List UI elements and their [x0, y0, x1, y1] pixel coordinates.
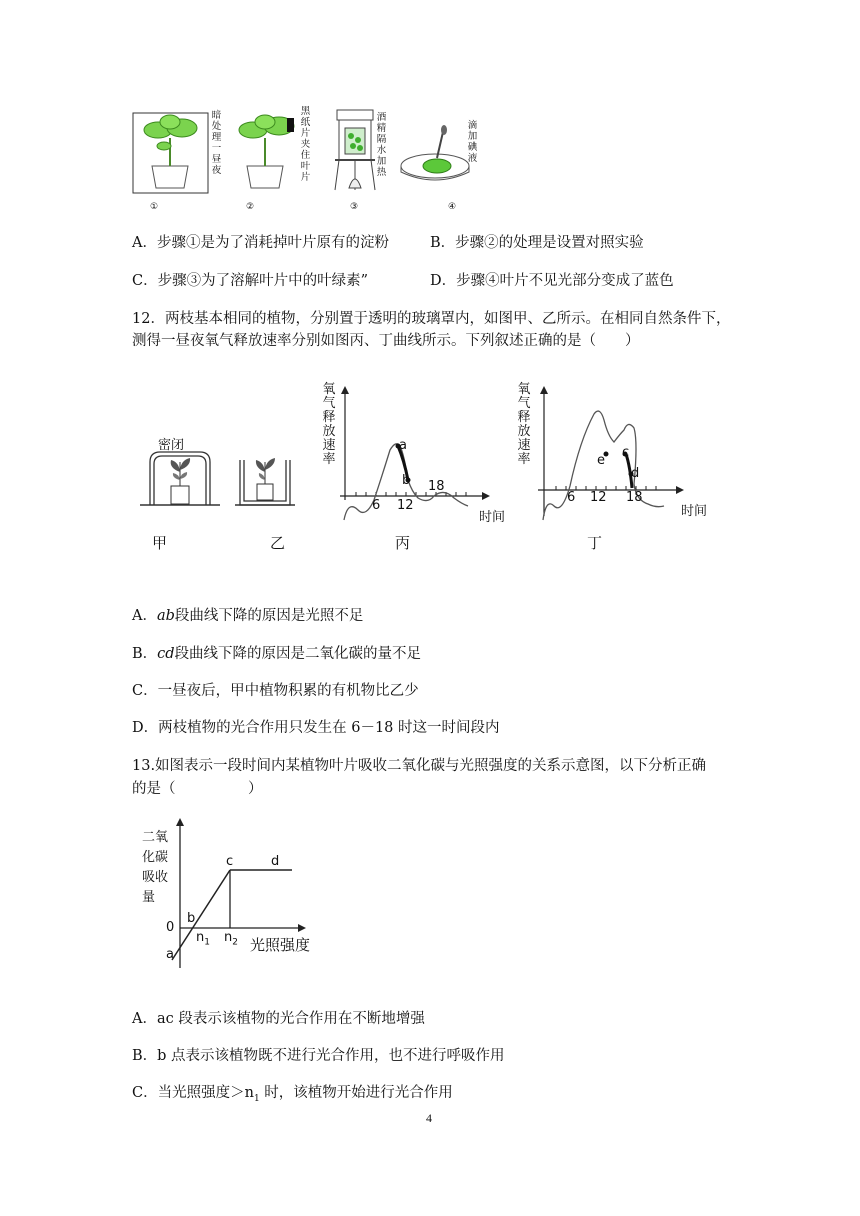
bing-xlabel: 时间 [479, 510, 506, 525]
bing-tick-6: 6 [372, 498, 381, 513]
step1-label: ① [150, 202, 159, 212]
q12-option-a [132, 606, 363, 626]
step4-label: ④ [448, 202, 457, 212]
bing-point-a: a [399, 438, 407, 453]
q13-option-a: A．ac 段表示该植物的光合作用在不断地增强 [132, 1011, 425, 1027]
ding-tick-6: 6 [567, 490, 576, 505]
q13-zero-label: 0 [166, 920, 175, 935]
q13-point-b: b [187, 911, 196, 926]
caption-jia: 甲 [152, 534, 168, 552]
q13-option-c [132, 1083, 453, 1109]
plant-icon [171, 458, 190, 504]
q13-point-c: c [226, 854, 234, 869]
ding-xlabel: 时间 [681, 504, 708, 519]
ding-point-d: d [631, 466, 640, 481]
q13-n1-base: n [196, 930, 205, 945]
q12-option-b-prefix: B． [132, 646, 158, 662]
graph-ding [518, 380, 698, 530]
q11-option-a: A．步骤①是为了消耗掉叶片原有的淀粉 [132, 235, 389, 251]
water-bath-icon [335, 110, 375, 190]
ding-ylabel: 氧气释放速率 [517, 382, 531, 467]
plant-icon [256, 458, 275, 500]
q11-option-d: D．步骤④叶片不见光部分变成了蓝色 [430, 273, 674, 289]
q11-option-c: C．步骤③为了溶解叶片中的叶绿素” [132, 273, 369, 289]
step2-note: 黑纸片夹住叶片 [300, 106, 311, 183]
caption-ding: 丁 [587, 534, 603, 552]
q13-n2-sub: 2 [232, 937, 238, 948]
q13-stem-line2: 的是（ ） [132, 781, 263, 797]
q13-ylabel-1: 二氧 [142, 830, 169, 845]
plant-icon [144, 115, 197, 188]
q13-xlabel: 光照强度 [250, 936, 311, 954]
q13-ylabel-3: 吸收 [142, 870, 169, 885]
q12-option-a-var: ab [156, 608, 175, 624]
q12-option-b [132, 644, 421, 664]
q12-stem-line1: 12．两枝基本相同的植物，分别置于透明的玻璃罩内，如图甲、乙所示。在相同自然条件下， [132, 311, 731, 327]
q13-option-c-post: 时，该植物开始进行光合作用 [259, 1085, 453, 1101]
ding-point-e: e [597, 453, 605, 468]
q13-n1-sub: 1 [204, 937, 210, 948]
ding-point-c: c [622, 445, 630, 460]
q13-point-d: d [271, 854, 280, 869]
q13-option-c-pre: C．当光照强度＞n [132, 1085, 254, 1101]
q13-ylabel-4: 量 [142, 890, 156, 905]
q13-option-c-sub: 1 [253, 1093, 260, 1104]
bing-point-b: b [402, 473, 411, 488]
caption-yi: 乙 [270, 534, 286, 552]
q12-option-b-text: 段曲线下降的原因是二氧化碳的量不足 [174, 646, 422, 662]
bing-ylabel: 氧气释放速率 [322, 382, 336, 467]
step1-note: 暗处理一昼夜 [211, 110, 222, 176]
step4-note: 滴加碘液 [467, 120, 478, 164]
q11-option-b: B．步骤②的处理是设置对照实验 [430, 235, 644, 251]
ding-tick-18: 18 [626, 490, 643, 505]
page-number: 4 [426, 1111, 432, 1125]
q12-option-a-text: 段曲线下降的原因是光照不足 [174, 608, 364, 624]
q12-option-c: C．一昼夜后，甲中植物积累的有机物比乙少 [132, 683, 419, 699]
step3-note: 酒精隔水加热 [376, 112, 387, 178]
step2-label: ② [246, 202, 255, 212]
step3-label: ③ [350, 202, 359, 212]
q13-option-b: B．b 点表示该植物既不进行光合作用，也不进行呼吸作用 [132, 1048, 505, 1064]
bing-tick-18: 18 [428, 479, 445, 494]
petri-dish-icon [401, 125, 469, 180]
q13-n2-base: n [224, 930, 233, 945]
q13-ylabel-2: 化碳 [142, 850, 169, 865]
q12-option-b-var: cd [157, 646, 175, 662]
bing-tick-12: 12 [397, 498, 414, 513]
q13-stem-line1: 13.如图表示一段时间内某植物叶片吸收二氧化碳与光照强度的关系示意图，以下分析正确 [132, 758, 707, 774]
q12-option-d: D．两枝植物的光合作用只发生在 6－18 时这一时间段内 [132, 720, 500, 736]
q13-point-a: a [166, 947, 174, 962]
q12-stem-line2: 测得一昼夜氧气释放速率分别如图丙、丁曲线所示。下列叙述正确的是（ ） [132, 333, 640, 349]
sealed-label: 密闭 [158, 438, 185, 453]
ding-tick-12: 12 [590, 490, 607, 505]
plant-with-black-paper-icon [239, 115, 294, 188]
q12-option-a-prefix: A． [132, 608, 157, 624]
q13-n2-label [224, 930, 238, 948]
q13-n1-label [196, 930, 210, 948]
caption-bing: 丙 [395, 534, 411, 552]
